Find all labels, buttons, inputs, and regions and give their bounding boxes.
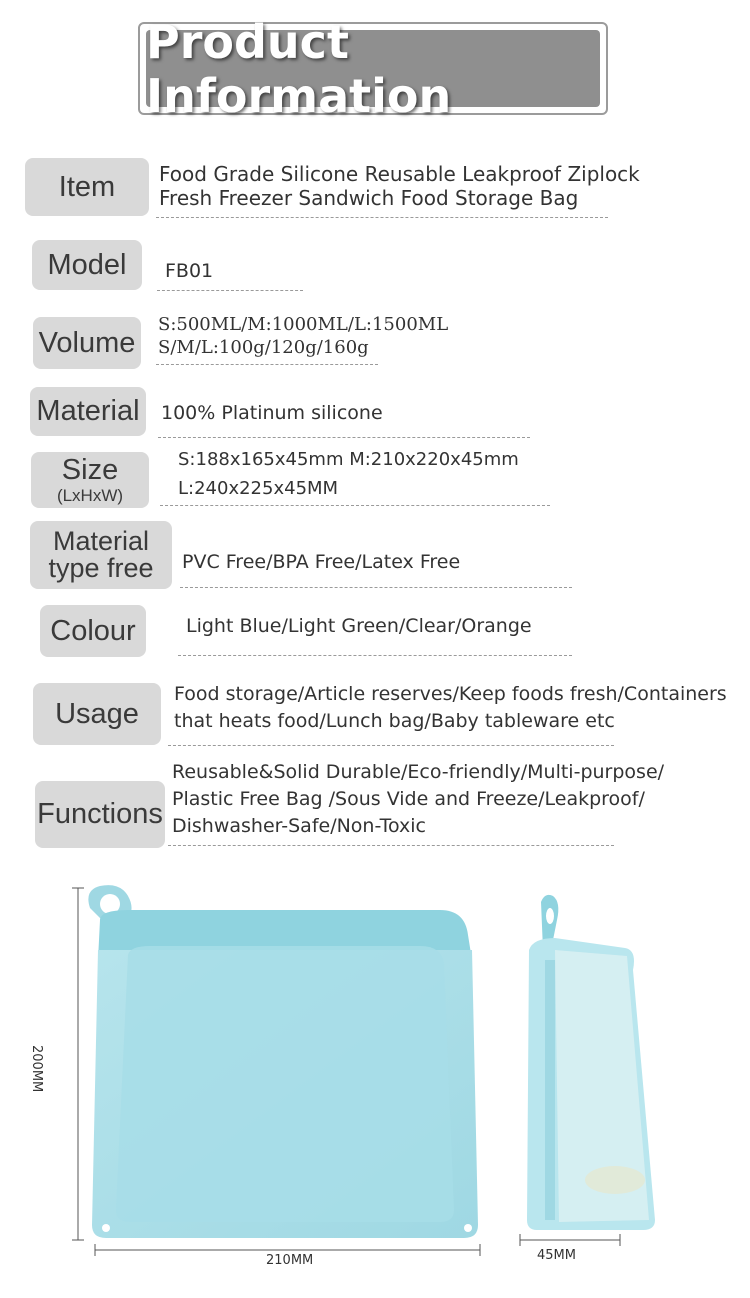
- label-model-text: Model: [47, 248, 127, 281]
- label-colour-text: Colour: [50, 614, 136, 647]
- divider-size: [160, 505, 550, 506]
- value-usage-line-1: Food storage/Article reserves/Keep foods fresh/Containers: [174, 683, 727, 705]
- divider-model: [157, 290, 303, 291]
- bag-side-view-image: [515, 890, 665, 1250]
- label-size: [31, 452, 149, 508]
- dimension-height-label: 200MM: [29, 1045, 44, 1093]
- value-model: FB01: [165, 260, 214, 282]
- value-item-line-2: Fresh Freezer Sandwich Food Storage Bag: [159, 186, 579, 210]
- value-functions-line-1: Reusable&Solid Durable/Eco-friendly/Multi-purpose/: [172, 761, 665, 783]
- value-usage-line-2: that heats food/Lunch bag/Baby tableware etc: [174, 710, 615, 732]
- label-functions: [35, 781, 165, 848]
- divider-material-type-free: [180, 587, 572, 588]
- value-size-line-1: S:188x165x45mm M:210x220x45mm: [178, 449, 519, 470]
- value-material: 100% Platinum silicone: [161, 402, 383, 424]
- value-functions-line-3: Dishwasher-Safe/Non-Toxic: [172, 815, 426, 837]
- divider-volume: [156, 364, 378, 365]
- label-usage-text: Usage: [55, 697, 139, 730]
- divider-item: [156, 217, 608, 218]
- label-volume: [33, 317, 141, 369]
- dimension-depth-label: 45MM: [537, 1248, 576, 1263]
- header-frame: [138, 14, 608, 123]
- dimension-width-label: 210MM: [266, 1253, 314, 1268]
- value-volume-line-1: S:500ML/M:1000ML/L:1500ML: [158, 314, 449, 335]
- value-item-line-1: Food Grade Silicone Reusable Leakproof Ziplock: [159, 162, 640, 186]
- value-size-line-2: L:240x225x45MM: [178, 478, 339, 499]
- label-volume-text: Volume: [38, 326, 136, 359]
- value-volume-line-2: S/M/L:100g/120g/160g: [158, 337, 369, 358]
- label-colour: [40, 605, 146, 657]
- value-material-type-free: PVC Free/BPA Free/Latex Free: [182, 551, 461, 573]
- page-title: Product Information: [146, 14, 452, 123]
- label-usage: [33, 683, 161, 745]
- label-item: [25, 158, 149, 216]
- label-functions-text: Functions: [37, 798, 163, 830]
- label-material-text: Material: [36, 395, 140, 427]
- value-functions-line-2: Plastic Free Bag /Sous Vide and Freeze/Leakproof/: [172, 788, 645, 810]
- bag-front-view-image: [70, 880, 490, 1280]
- header-banner: [146, 14, 600, 123]
- divider-material: [158, 437, 530, 438]
- label-model: [32, 240, 142, 290]
- label-material-type-free-text-2: type free: [48, 553, 154, 583]
- divider-functions: [168, 845, 614, 846]
- divider-colour: [178, 655, 572, 656]
- label-material: [30, 387, 146, 436]
- divider-usage: [168, 745, 614, 746]
- label-size-text: Size: [61, 454, 119, 486]
- value-colour: Light Blue/Light Green/Clear/Orange: [186, 615, 532, 637]
- label-material-type-free-text-1: Material: [52, 526, 150, 556]
- label-size-subtext: (LxHxW): [56, 486, 124, 505]
- label-item-text: Item: [58, 170, 116, 203]
- label-material-type-free: [30, 521, 172, 589]
